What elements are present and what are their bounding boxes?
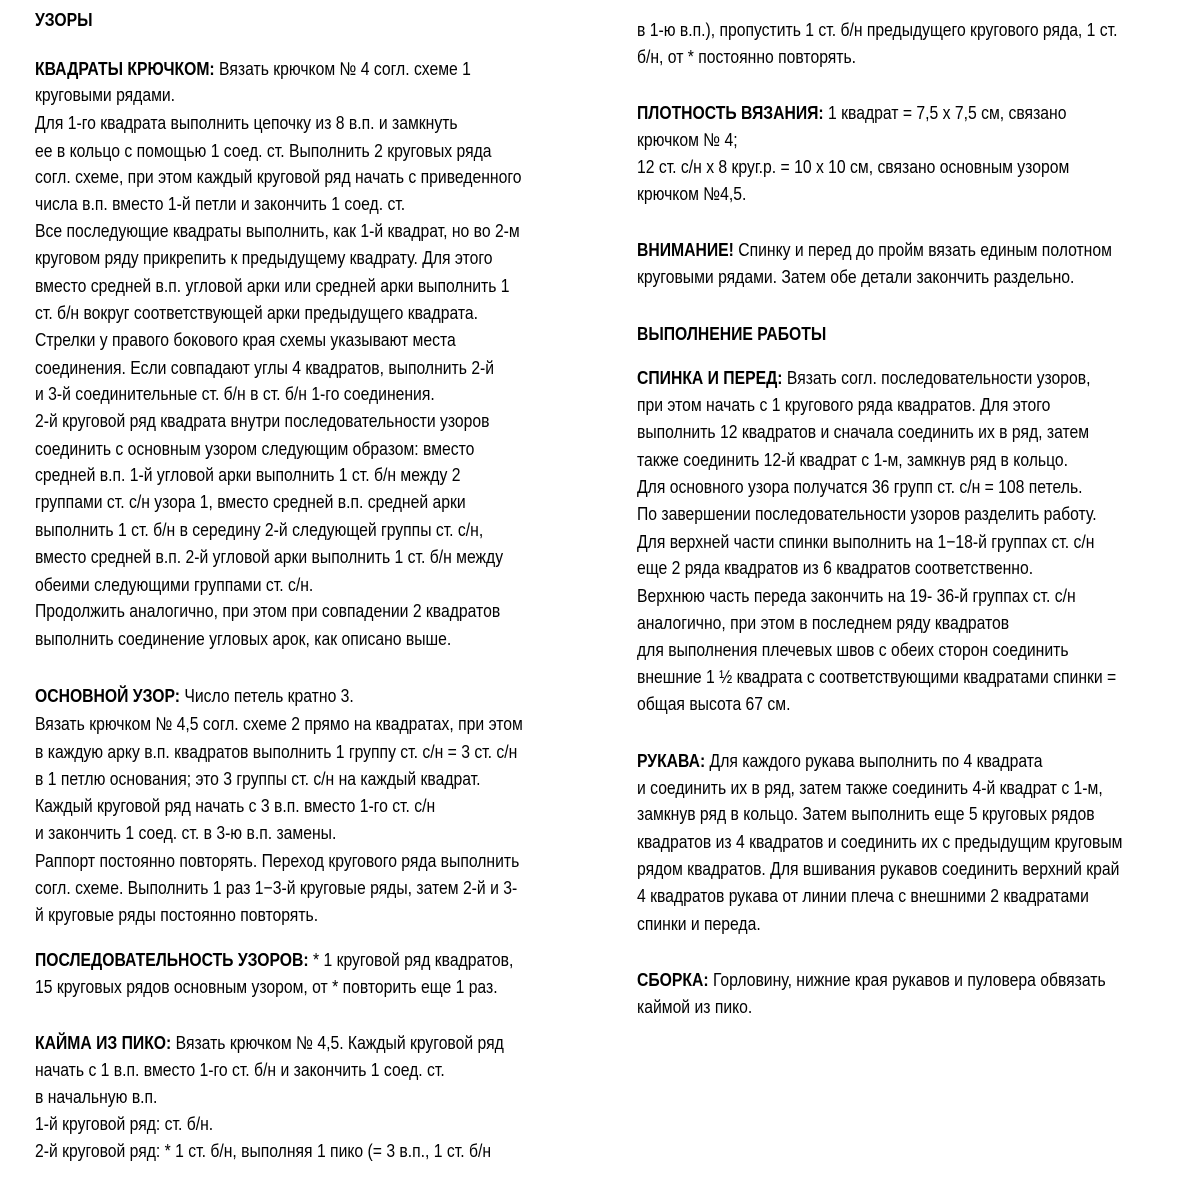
bold-term: РУКАВА: bbox=[637, 750, 706, 771]
text-line bbox=[637, 968, 1106, 992]
text-line bbox=[35, 876, 517, 900]
line-text: выполнить 1 ст. б/н в середину 2-й следующей группы ст. с/н, bbox=[35, 519, 484, 540]
line-text: Число петель кратно 3. bbox=[179, 685, 354, 706]
line-text: квадратов из 4 квадратов и соединить их с предыдущим круговым bbox=[637, 831, 1123, 852]
line-text: Вязать крючком № 4,5. Каждый круговой ряд bbox=[171, 1032, 504, 1053]
line-text: Все последующие квадраты выполнить, как 1-й квадрат, но во 2-м bbox=[35, 220, 520, 241]
line-text: обеими следующими группами ст. с/н. bbox=[35, 574, 314, 595]
text-line bbox=[637, 611, 1009, 635]
text-line bbox=[637, 128, 738, 152]
line-text: ее в кольцо с помощью 1 соед. ст. Выполнить 2 круговых ряда bbox=[35, 140, 492, 161]
line-text: в каждую арку в.п. квадратов выполнить 1 группу ст. с/н = 3 ст. с/н bbox=[35, 741, 518, 762]
text-line bbox=[35, 356, 494, 380]
text-line bbox=[35, 1139, 491, 1163]
text-line bbox=[35, 219, 520, 243]
text-line bbox=[35, 821, 336, 845]
line-text: вместо средней в.п. угловой арки или средней арки выполнить 1 bbox=[35, 275, 510, 296]
line-text: 2-й круговой ряд квадрата внутри последовательности узоров bbox=[35, 410, 490, 431]
text-line bbox=[35, 794, 435, 818]
text-line bbox=[637, 556, 1033, 580]
line-text: соединить с основным узором следующим образом: вместо bbox=[35, 438, 475, 459]
line-text: 1-й круговой ряд: ст. б/н. bbox=[35, 1113, 214, 1134]
line-text: Верхнюю часть переда закончить на 19- 36-й группах ст. с/н bbox=[637, 585, 1076, 606]
line-text: 1 квадрат = 7,5 х 7,5 см, связано bbox=[823, 102, 1067, 123]
text-line bbox=[637, 665, 1116, 689]
line-text: выполнить соединение угловых арок, как описано выше. bbox=[35, 628, 452, 649]
text-line bbox=[637, 155, 1069, 179]
text-line bbox=[637, 830, 1122, 854]
text-line bbox=[637, 18, 1117, 42]
line-text: общая высота 67 см. bbox=[637, 693, 791, 714]
line-text: еще 2 ряда квадратов из 6 квадратов соответственно. bbox=[637, 557, 1034, 578]
bold-term: КАЙМА ИЗ ПИКО: bbox=[35, 1032, 172, 1053]
line-text: Спинку и перед до пройм вязать единым полотном bbox=[733, 239, 1112, 260]
line-text: спинки и переда. bbox=[637, 913, 761, 934]
text-line bbox=[35, 437, 474, 461]
line-text: также соединить 12-й квадрат с 1-м, замкнув ряд в кольцо. bbox=[637, 449, 1069, 470]
text-line bbox=[35, 599, 500, 623]
text-line bbox=[637, 393, 1050, 417]
line-text: крючком №4,5. bbox=[637, 183, 747, 204]
bold-term: ПЛОТНОСТЬ ВЯЗАНИЯ: bbox=[637, 102, 824, 123]
text-line bbox=[35, 627, 451, 651]
line-text: при этом начать с 1 кругового ряда квадратов. Для этого bbox=[637, 394, 1051, 415]
line-text: Вязать крючком № 4,5 согл. схеме 2 прямо на квадратах, при этом bbox=[35, 713, 523, 734]
line-text: * 1 круговой ряд квадратов, bbox=[308, 949, 514, 970]
text-line bbox=[35, 903, 318, 927]
line-text: 2-й круговой ряд: * 1 ст. б/н, выполняя 1 пико (= 3 в.п., 1 ст. б/н bbox=[35, 1140, 492, 1161]
text-line bbox=[637, 475, 1083, 499]
line-text: Продолжить аналогично, при этом при совпадении 2 квадратов bbox=[35, 600, 501, 621]
line-text: согл. схеме. Выполнить 1 раз 1−3-й круговые ряды, затем 2-й и 3- bbox=[35, 877, 518, 898]
text-line bbox=[35, 1112, 213, 1136]
text-line bbox=[637, 182, 746, 206]
text-line bbox=[35, 409, 489, 433]
text-line bbox=[35, 518, 483, 542]
line-text: Для каждого рукава выполнить по 4 квадрата bbox=[705, 750, 1043, 771]
line-text: средней в.п. 1-й угловой арки выполнить 1 ст. б/н между 2 bbox=[35, 464, 461, 485]
text-line bbox=[35, 948, 513, 972]
text-line bbox=[637, 45, 856, 69]
text-line bbox=[35, 975, 498, 999]
text-line bbox=[35, 1058, 445, 1082]
text-line bbox=[637, 502, 1097, 526]
line-text: в 1 петлю основания; это 3 группы ст. с/н на каждый квадрат. bbox=[35, 768, 481, 789]
text-line bbox=[637, 884, 1089, 908]
line-text: круговыми рядами. bbox=[35, 84, 176, 105]
text-line bbox=[35, 139, 492, 163]
text-line bbox=[35, 684, 354, 708]
line-text: Горловину, нижние края рукавов и пуловера обвязать bbox=[708, 969, 1106, 990]
bold-term: ВЫПОЛНЕНИЕ РАБОТЫ bbox=[637, 323, 827, 344]
bold-term: ВНИМАНИЕ! bbox=[637, 239, 734, 260]
text-line bbox=[35, 382, 435, 406]
text-line bbox=[637, 584, 1076, 608]
bold-term: ОСНОВНОЙ УЗОР: bbox=[35, 685, 180, 706]
text-line bbox=[35, 463, 460, 487]
text-line bbox=[637, 776, 1103, 800]
text-line bbox=[35, 767, 480, 791]
text-line bbox=[35, 165, 521, 189]
text-line bbox=[637, 802, 1095, 826]
text-line bbox=[637, 857, 1119, 881]
bold-term: СПИНКА И ПЕРЕД: bbox=[637, 367, 783, 388]
line-text: Раппорт постоянно повторять. Переход кругового ряда выполнить bbox=[35, 850, 520, 871]
text-line bbox=[637, 101, 1066, 125]
line-text: Для основного узора получатся 36 групп ст. с/н = 108 петель. bbox=[637, 476, 1083, 497]
line-text: в начальную в.п. bbox=[35, 1086, 158, 1107]
text-line bbox=[35, 111, 458, 135]
line-text: в 1-ю в.п.), пропустить 1 ст. б/н предыдущего кругового ряда, 1 ст. bbox=[637, 19, 1118, 40]
text-line bbox=[35, 274, 510, 298]
line-text: ст. б/н вокруг соответствующей арки предыдущего квадрата. bbox=[35, 302, 479, 323]
section-heading bbox=[35, 8, 93, 32]
section-heading bbox=[637, 322, 826, 346]
text-line bbox=[35, 740, 517, 764]
text-line bbox=[637, 995, 752, 1019]
line-text: Вязать крючком № 4 согл. схеме 1 bbox=[214, 58, 471, 79]
text-line bbox=[637, 238, 1112, 262]
text-line bbox=[35, 1085, 157, 1109]
text-line bbox=[637, 420, 1089, 444]
line-text: круговыми рядами. Затем обе детали закончить раздельно. bbox=[637, 266, 1075, 287]
line-text: выполнить 12 квадратов и сначала соединить их в ряд, затем bbox=[637, 421, 1090, 442]
line-text: согл. схеме, при этом каждый круговой ряд начать с приведенного bbox=[35, 166, 522, 187]
line-text: замкнув ряд в кольцо. Затем выполнить еще 5 круговых рядов bbox=[637, 803, 1095, 824]
line-text: Для 1-го квадрата выполнить цепочку из 8 в.п. и замкнуть bbox=[35, 112, 458, 133]
text-line bbox=[35, 301, 478, 325]
line-text: каймой из пико. bbox=[637, 996, 753, 1017]
line-text: и 3-й соединительные ст. б/н в ст. б/н 1-го соединения. bbox=[35, 383, 435, 404]
text-line bbox=[35, 849, 519, 873]
line-text: По завершении последовательности узоров разделить работу. bbox=[637, 503, 1097, 524]
line-text: вместо средней в.п. 2-й угловой арки выполнить 1 ст. б/н между bbox=[35, 546, 504, 567]
line-text: внешние 1 ½ квадрата с соответствующими квадратами спинки = bbox=[637, 666, 1117, 687]
text-line bbox=[637, 448, 1068, 472]
text-line bbox=[35, 490, 466, 514]
bold-term: КВАДРАТЫ КРЮЧКОМ: bbox=[35, 58, 215, 79]
text-line bbox=[35, 83, 175, 107]
text-line bbox=[637, 749, 1043, 773]
bold-term: ПОСЛЕДОВАТЕЛЬНОСТЬ УЗОРОВ: bbox=[35, 949, 309, 970]
line-text: круговом ряду прикрепить к предыдущему квадрату. Для этого bbox=[35, 247, 493, 268]
text-line bbox=[637, 638, 1069, 662]
text-line bbox=[637, 366, 1091, 390]
line-text: начать с 1 в.п. вместо 1-го ст. б/н и закончить 1 соед. ст. bbox=[35, 1059, 445, 1080]
text-line bbox=[35, 57, 471, 81]
line-text: й круговые ряды постоянно повторять. bbox=[35, 904, 319, 925]
text-line bbox=[35, 1031, 504, 1055]
line-text: 4 квадратов рукава от линии плеча с внешними 2 квадратами bbox=[637, 885, 1089, 906]
text-line bbox=[35, 192, 405, 216]
text-line bbox=[35, 328, 456, 352]
line-text: 12 ст. с/н х 8 круг.р. = 10 х 10 см, связано основным узором bbox=[637, 156, 1070, 177]
text-line bbox=[637, 530, 1094, 554]
line-text: и закончить 1 соед. ст. в 3-ю в.п. замены. bbox=[35, 822, 337, 843]
line-text: аналогично, при этом в последнем ряду квадратов bbox=[637, 612, 1010, 633]
bold-term: УЗОРЫ bbox=[35, 9, 93, 30]
line-text: и соединить их в ряд, затем также соединить 4-й квадрат с 1-м, bbox=[637, 777, 1103, 798]
line-text: для выполнения плечевых швов с обеих сторон соединить bbox=[637, 639, 1069, 660]
bold-term: СБОРКА: bbox=[637, 969, 709, 990]
line-text: Вязать согл. последовательности узоров, bbox=[782, 367, 1091, 388]
text-line bbox=[35, 545, 503, 569]
text-line bbox=[637, 912, 761, 936]
line-text: Стрелки у правого бокового края схемы указывают места bbox=[35, 329, 456, 350]
line-text: Для верхней части спинки выполнить на 1−18-й группах ст. с/н bbox=[637, 531, 1095, 552]
line-text: группами ст. с/н узора 1, вместо средней в.п. средней арки bbox=[35, 491, 466, 512]
text-line bbox=[637, 265, 1074, 289]
text-line bbox=[35, 712, 523, 736]
line-text: числа в.п. вместо 1-й петли и закончить 1 соед. ст. bbox=[35, 193, 406, 214]
text-line bbox=[35, 573, 313, 597]
text-line bbox=[35, 246, 492, 270]
line-text: рядом квадратов. Для вшивания рукавов соединить верхний край bbox=[637, 858, 1120, 879]
line-text: крючком № 4; bbox=[637, 129, 738, 150]
line-text: соединения. Если совпадают углы 4 квадратов, выполнить 2-й bbox=[35, 357, 495, 378]
line-text: б/н, от * постоянно повторять. bbox=[637, 46, 857, 67]
line-text: Каждый круговой ряд начать с 3 в.п. вместо 1-го ст. с/н bbox=[35, 795, 436, 816]
text-line bbox=[637, 692, 790, 716]
line-text: 15 круговых рядов основным узором, от * повторить еще 1 раз. bbox=[35, 976, 498, 997]
